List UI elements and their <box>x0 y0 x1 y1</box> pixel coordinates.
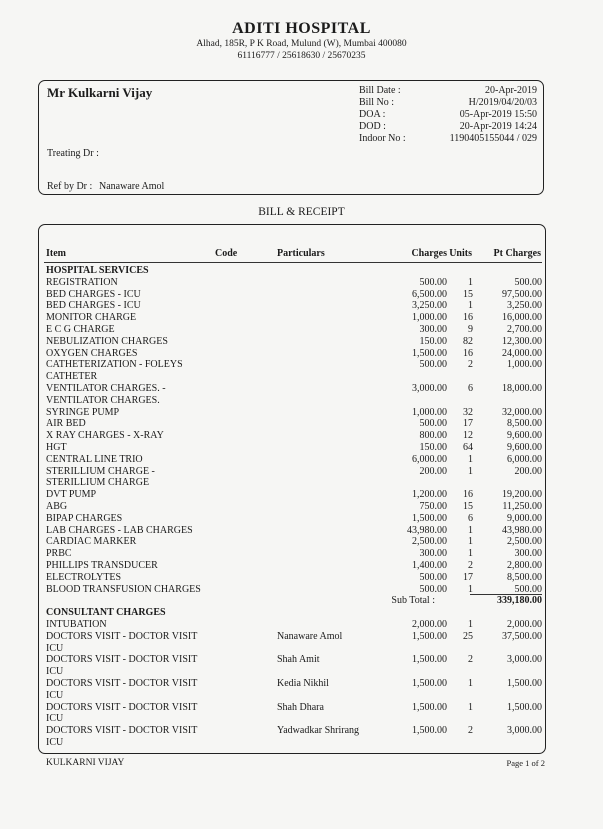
units: 17 <box>463 418 473 430</box>
pt-charge: 2,000.00 <box>507 619 542 630</box>
col-pt-charges-header: Pt Charges <box>493 248 541 259</box>
pt-charge: 12,300.00 <box>502 335 542 347</box>
table-row <box>0 336 603 348</box>
charge: 300.00 <box>419 548 447 560</box>
pt-charge: 200.00 <box>514 465 542 477</box>
item-name: ELECTROLYTES <box>46 571 122 583</box>
item-name-cont: ICU <box>46 642 64 654</box>
pt-charge: 500.00 <box>514 276 542 288</box>
pt-charge: 8,500.00 <box>507 571 542 583</box>
pt-charge: 3,000.00 <box>507 725 542 737</box>
page-number: Page 1 of 2 <box>506 758 545 768</box>
pt-charge: 1,000.00 <box>507 359 542 371</box>
patient-info-box <box>38 80 544 195</box>
col-charges-header: Charges <box>411 248 447 259</box>
item-name: CENTRAL LINE TRIO <box>46 453 143 465</box>
units: 1 <box>468 276 473 288</box>
pt-charge: 500.00 <box>514 583 542 595</box>
units: 17 <box>463 571 473 583</box>
item-name: MONITOR CHARGE <box>46 312 137 324</box>
table-row <box>0 548 603 560</box>
item-name: DOCTORS VISIT - DOCTOR VISIT <box>46 678 198 689</box>
units: 2 <box>468 725 473 737</box>
charge: 150.00 <box>419 335 447 347</box>
pt-charge: 32,000.00 <box>502 406 542 418</box>
item-name-cont: CATHETER <box>46 371 98 383</box>
table-row-continuation <box>0 395 603 407</box>
pt-charge: 3,250.00 <box>507 300 542 312</box>
pt-charge: 19,200.00 <box>502 489 542 501</box>
charge: 500.00 <box>419 583 447 595</box>
charge: 500.00 <box>419 418 447 430</box>
subtotal-value: 339,180.00 <box>497 595 542 607</box>
bill-no-value: H/2019/04/20/03 <box>468 97 537 108</box>
units: 6 <box>468 512 473 524</box>
charge: 6,000.00 <box>412 453 447 465</box>
charge: 150.00 <box>419 442 447 453</box>
charge: 1,500.00 <box>412 678 447 689</box>
particulars: Nanaware Amol <box>277 630 343 642</box>
units: 32 <box>463 406 473 418</box>
charge: 300.00 <box>419 324 447 335</box>
table-row <box>0 560 603 572</box>
item-name-cont: ICU <box>46 737 64 748</box>
charge: 3,250.00 <box>412 300 447 312</box>
pt-charge: 2,800.00 <box>507 560 542 571</box>
units: 6 <box>468 383 473 394</box>
table-row-continuation <box>0 371 603 383</box>
item-name-cont: ICU <box>46 713 64 725</box>
table-row <box>0 466 603 478</box>
units: 2 <box>468 359 473 371</box>
item-name: DOCTORS VISIT - DOCTOR VISIT <box>46 725 198 737</box>
units: 2 <box>468 654 473 666</box>
charge: 800.00 <box>419 430 447 442</box>
pt-charge: 18,000.00 <box>502 383 542 394</box>
item-name: DOCTORS VISIT - DOCTOR VISIT <box>46 654 198 666</box>
units: 25 <box>463 630 473 642</box>
item-name: STERILLIUM CHARGE - <box>46 465 155 477</box>
item-name: X RAY CHARGES - X-RAY <box>46 430 164 442</box>
units: 1 <box>468 465 473 477</box>
hospital-name: ADITI HOSPITAL <box>232 20 371 37</box>
item-name-cont: ICU <box>46 689 64 701</box>
table-row <box>0 300 603 312</box>
item-name: PRBC <box>46 548 72 560</box>
table-row-continuation <box>0 713 603 725</box>
charge: 1,200.00 <box>412 489 447 501</box>
table-row <box>0 631 603 643</box>
units: 9 <box>468 324 473 335</box>
section-title: CONSULTANT CHARGES <box>46 607 166 619</box>
units: 1 <box>468 548 473 560</box>
charge: 1,500.00 <box>412 512 447 524</box>
charge: 1,400.00 <box>412 560 447 571</box>
table-row <box>0 536 603 548</box>
pt-charge: 2,500.00 <box>507 536 542 548</box>
table-row <box>0 312 603 324</box>
section-title: HOSPITAL SERVICES <box>46 265 149 276</box>
item-name: CATHETERIZATION - FOLEYS <box>46 359 183 371</box>
table-row-continuation <box>0 690 603 702</box>
item-name: DVT PUMP <box>46 489 97 501</box>
table-row <box>0 725 603 737</box>
item-name: BED CHARGES - ICU <box>46 288 141 300</box>
units: 1 <box>468 453 473 465</box>
table-row <box>0 359 603 371</box>
item-name: REGISTRATION <box>46 276 118 288</box>
bill-no-label: Bill No : <box>359 97 395 108</box>
col-item-header: Item <box>46 248 66 259</box>
item-name: NEBULIZATION CHARGES <box>46 335 168 347</box>
doa-label: DOA : <box>359 109 386 120</box>
item-name: OXYGEN CHARGES <box>46 347 138 359</box>
section-heading <box>0 265 603 277</box>
table-row <box>0 702 603 714</box>
units: 64 <box>463 442 473 453</box>
pt-charge: 3,000.00 <box>507 654 542 666</box>
units: 1 <box>468 701 473 713</box>
footer-patient-name: KULKARNI VIJAY <box>46 758 125 768</box>
table-row-continuation <box>0 737 603 749</box>
item-name: PHILLIPS TRANSDUCER <box>46 560 158 571</box>
units: 82 <box>463 335 473 347</box>
item-name: DOCTORS VISIT - DOCTOR VISIT <box>46 630 198 642</box>
item-name: VENTILATOR CHARGES. - <box>46 383 166 394</box>
item-name: DOCTORS VISIT - DOCTOR VISIT <box>46 701 198 713</box>
item-name-cont: STERILLIUM CHARGE <box>46 477 150 489</box>
dod-value: 20-Apr-2019 14:24 <box>459 121 537 132</box>
table-row <box>0 619 603 631</box>
pt-charge: 11,250.00 <box>502 501 542 512</box>
item-name: AIR BED <box>46 418 86 430</box>
col-particulars-header: Particulars <box>277 248 325 259</box>
charge: 2,000.00 <box>412 619 447 630</box>
table-row <box>0 654 603 666</box>
item-name: LAB CHARGES - LAB CHARGES <box>46 524 193 536</box>
subtotal-row <box>0 595 603 607</box>
item-name: E C G CHARGE <box>46 324 115 335</box>
pt-charge: 6,000.00 <box>507 453 542 465</box>
table-row <box>0 277 603 289</box>
doa-value: 05-Apr-2019 15:50 <box>459 109 537 120</box>
item-name: BED CHARGES - ICU <box>46 300 141 312</box>
table-row <box>0 501 603 513</box>
charge: 6,500.00 <box>412 288 447 300</box>
hospital-address: Alhad, 185R, P K Road, Mulund (W), Mumbai 400080 <box>196 39 407 49</box>
table-row <box>0 489 603 501</box>
pt-charge: 9,000.00 <box>507 512 542 524</box>
bill-date-value: 20-Apr-2019 <box>484 85 537 96</box>
charge: 1,500.00 <box>412 701 447 713</box>
pt-charge: 43,980.00 <box>502 524 542 536</box>
section-heading <box>0 607 603 619</box>
particulars: Kedia Nikhil <box>277 678 329 689</box>
pt-charge: 1,500.00 <box>507 678 542 689</box>
charge: 750.00 <box>419 501 447 512</box>
table-row <box>0 525 603 537</box>
table-row <box>0 383 603 395</box>
ref-doctor: Nanaware Amol <box>99 181 165 192</box>
table-row <box>0 454 603 466</box>
units: 15 <box>463 501 473 512</box>
bill-title: BILL & RECEIPT <box>258 206 345 218</box>
charge: 1,000.00 <box>412 406 447 418</box>
col-code-header: Code <box>215 248 238 259</box>
pt-charge: 9,600.00 <box>507 430 542 442</box>
table-row <box>0 430 603 442</box>
units: 1 <box>468 583 473 595</box>
subtotal-label: Sub Total : <box>391 595 435 607</box>
charge: 3,000.00 <box>412 383 447 394</box>
charge: 1,000.00 <box>412 312 447 324</box>
charge: 1,500.00 <box>412 725 447 737</box>
item-name-cont: ICU <box>46 666 64 678</box>
pt-charge: 37,500.00 <box>502 630 542 642</box>
table-row <box>0 513 603 525</box>
dod-label: DOD : <box>359 121 386 132</box>
item-name: HGT <box>46 442 67 453</box>
indoor-no-value: 1190405155044 / 029 <box>449 133 537 144</box>
units: 1 <box>468 300 473 312</box>
table-row <box>0 442 603 454</box>
table-row-continuation <box>0 643 603 655</box>
particulars: Shah Amit <box>277 654 320 666</box>
pt-charge: 300.00 <box>514 548 542 560</box>
units: 15 <box>463 288 473 300</box>
charge: 2,500.00 <box>412 536 447 548</box>
units: 2 <box>468 560 473 571</box>
pt-charge: 24,000.00 <box>502 347 542 359</box>
ref-by-label: Ref by Dr : <box>47 181 93 192</box>
units: 1 <box>468 536 473 548</box>
table-row <box>0 407 603 419</box>
item-name-cont: VENTILATOR CHARGES. <box>46 394 160 406</box>
table-row <box>0 572 603 584</box>
charge: 500.00 <box>419 359 447 371</box>
table-row <box>0 289 603 301</box>
pt-charge: 1,500.00 <box>507 701 542 713</box>
item-name: ABG <box>46 501 68 512</box>
particulars: Yadwadkar Shrirang <box>277 725 360 737</box>
pt-charge: 2,700.00 <box>507 324 542 335</box>
table-row <box>0 418 603 430</box>
charge: 500.00 <box>419 571 447 583</box>
charge: 43,980.00 <box>407 524 447 536</box>
units: 1 <box>468 619 473 630</box>
charge: 500.00 <box>419 276 447 288</box>
units: 1 <box>468 678 473 689</box>
table-row-continuation <box>0 477 603 489</box>
units: 1 <box>468 524 473 536</box>
pt-charge: 8,500.00 <box>507 418 542 430</box>
header-divider <box>44 262 542 263</box>
hospital-phones: 61116777 / 25618630 / 25670235 <box>237 51 366 61</box>
units: 12 <box>463 430 473 442</box>
indoor-no-label: Indoor No : <box>359 133 406 144</box>
charge: 1,500.00 <box>412 630 447 642</box>
item-name: BLOOD TRANSFUSION CHARGES <box>46 583 201 595</box>
col-units-header: Units <box>449 248 472 259</box>
units: 16 <box>463 312 473 324</box>
table-row <box>0 324 603 336</box>
units: 16 <box>463 489 473 501</box>
pt-charge: 97,500.00 <box>502 288 542 300</box>
item-name: INTUBATION <box>46 619 107 630</box>
charge: 1,500.00 <box>412 654 447 666</box>
item-name: SYRINGE PUMP <box>46 406 120 418</box>
item-name: BIPAP CHARGES <box>46 512 123 524</box>
item-name: CARDIAC MARKER <box>46 536 137 548</box>
charge: 1,500.00 <box>412 347 447 359</box>
pt-charge: 9,600.00 <box>507 442 542 453</box>
table-row <box>0 348 603 360</box>
charge: 200.00 <box>419 465 447 477</box>
treating-doctor-label: Treating Dr : <box>47 148 99 159</box>
patient-name: Mr Kulkarni Vijay <box>47 85 153 100</box>
table-row <box>0 678 603 690</box>
table-row-continuation <box>0 666 603 678</box>
bill-date-label: Bill Date : <box>359 85 401 96</box>
pt-charge: 16,000.00 <box>502 312 542 324</box>
particulars: Shah Dhara <box>277 701 324 713</box>
units: 16 <box>463 347 473 359</box>
